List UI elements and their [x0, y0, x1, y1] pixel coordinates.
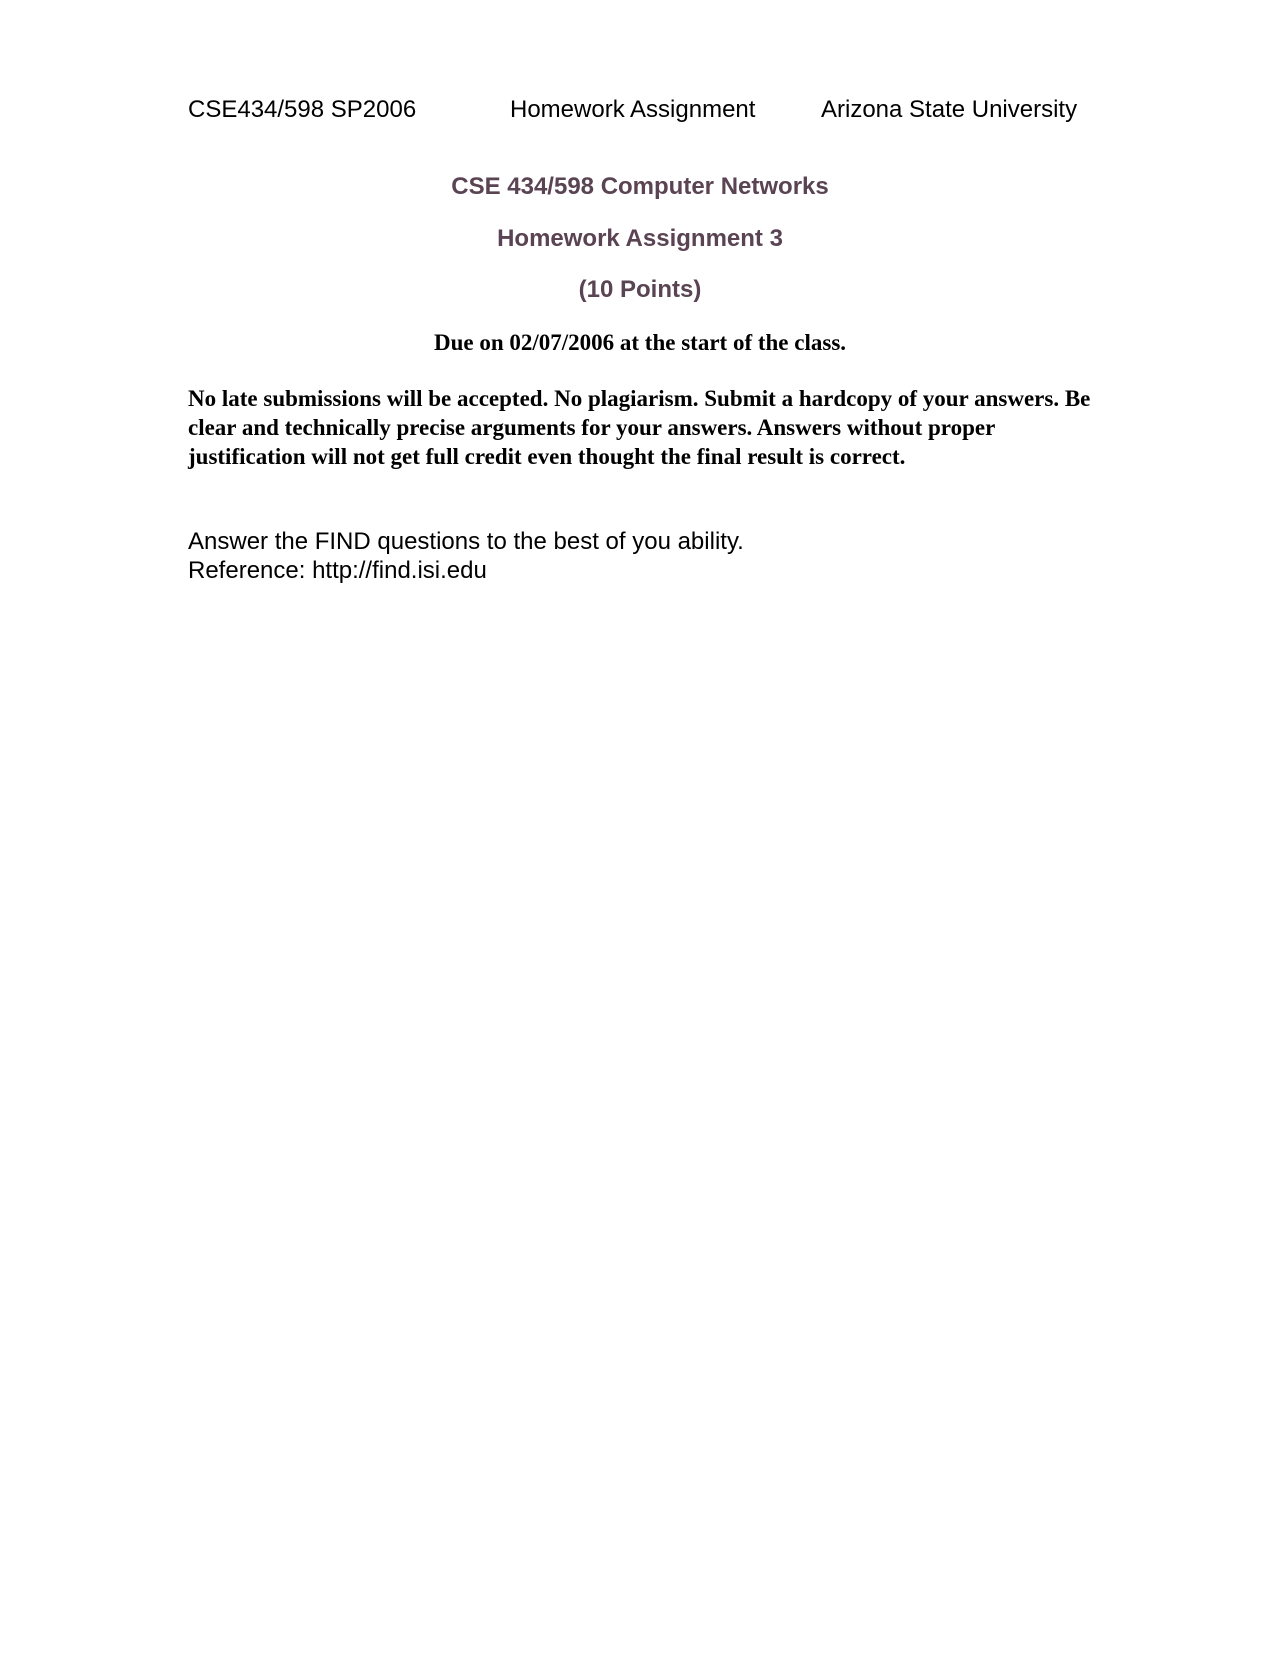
assignment-title: Homework Assignment 3 [497, 225, 783, 252]
page-header [188, 92, 1092, 128]
course-title: CSE 434/598 Computer Networks [451, 173, 829, 200]
submission-rules: No late submissions will be accepted. No plagiarism. Submit a hardcopy of your answers. Be clear and technically precise arguments for your answers. Answers without proper justification will not get full credit even thought the final result is correct. [188, 386, 1091, 469]
header-university: Arizona State University [821, 96, 1078, 123]
header-course-code: CSE434/598 SP2006 [188, 96, 417, 123]
due-date: Due on 02/07/2006 at the start of the class. [433, 330, 847, 355]
points-label: (10 Points) [578, 276, 702, 303]
header-document-type: Homework Assignment [510, 96, 756, 123]
reference-line: Reference: http://find.isi.edu [188, 557, 487, 584]
instructions [188, 527, 1092, 585]
instruction-line: Answer the FIND questions to the best of you ability. [188, 528, 744, 555]
